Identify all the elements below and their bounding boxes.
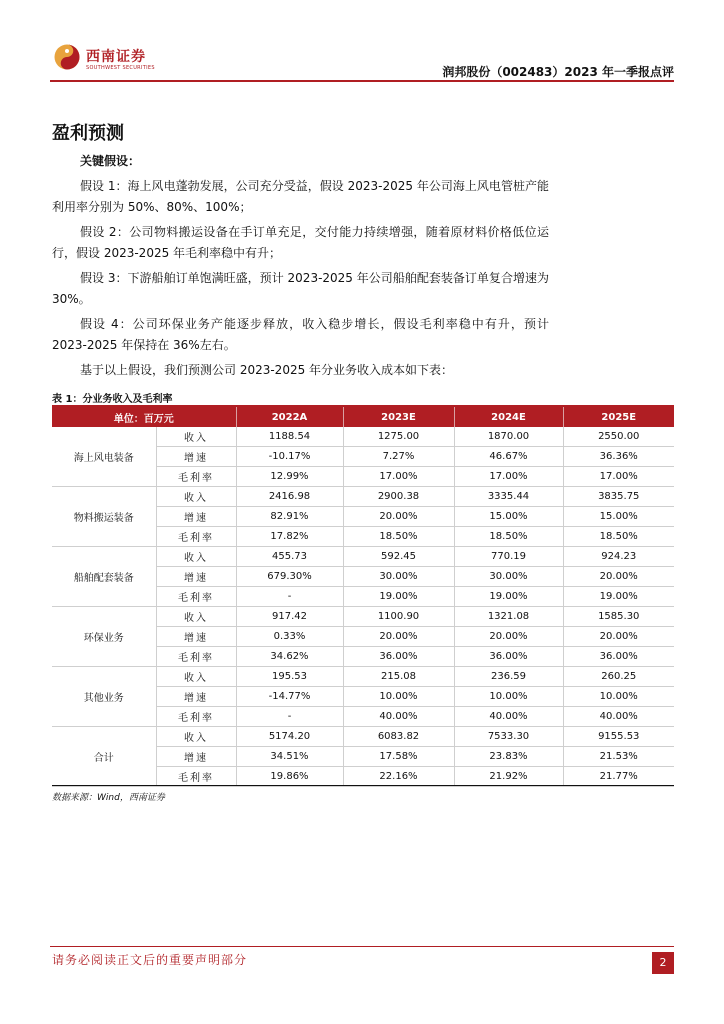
value-cell: 21.77% <box>563 767 674 787</box>
value-cell: 17.00% <box>454 467 563 487</box>
value-cell: 17.00% <box>343 467 454 487</box>
year-header: 2023E <box>343 407 454 427</box>
value-cell: 20.00% <box>563 567 674 587</box>
value-cell: 40.00% <box>454 707 563 727</box>
segment-name: 海上风电装备 <box>52 427 156 487</box>
value-cell: 30.00% <box>343 567 454 587</box>
value-cell: 36.36% <box>563 447 674 467</box>
value-cell: 10.00% <box>563 687 674 707</box>
metric-label: 收入 <box>156 487 236 507</box>
value-cell: 18.50% <box>563 527 674 547</box>
value-cell: 36.00% <box>343 647 454 667</box>
metric-label: 毛利率 <box>156 527 236 547</box>
footer-disclaimer: 请务必阅读正文后的重要声明部分 <box>52 953 248 967</box>
value-cell: 36.00% <box>563 647 674 667</box>
value-cell: 1321.08 <box>454 607 563 627</box>
value-cell: 260.25 <box>563 667 674 687</box>
page-number: 2 <box>652 952 674 974</box>
value-cell: 924.23 <box>563 547 674 567</box>
value-cell: 19.00% <box>343 587 454 607</box>
metric-label: 增速 <box>156 507 236 527</box>
value-cell: 15.00% <box>563 507 674 527</box>
year-header: 2022A <box>236 407 343 427</box>
value-cell: 455.73 <box>236 547 343 567</box>
value-cell: 30.00% <box>454 567 563 587</box>
metric-label: 增速 <box>156 447 236 467</box>
value-cell: 20.00% <box>343 627 454 647</box>
header-divider <box>50 80 674 82</box>
unit-header: 单位：百万元 <box>52 407 236 427</box>
segment-name: 船舶配套装备 <box>52 547 156 607</box>
table-row <box>52 547 674 567</box>
value-cell: 6083.82 <box>343 727 454 747</box>
value-cell: 236.59 <box>454 667 563 687</box>
logo-subtext: SOUTHWEST SECURITIES <box>86 65 155 71</box>
value-cell: -14.77% <box>236 687 343 707</box>
source-note: 数据来源：Wind，西南证券 <box>52 793 165 803</box>
metric-label: 收入 <box>156 427 236 447</box>
segment-name: 合计 <box>52 727 156 787</box>
table-body <box>52 427 674 787</box>
value-cell: 0.33% <box>236 627 343 647</box>
logo-text: 西南证券 <box>86 49 146 65</box>
paragraph: 基于以上假设，我们预测公司 2023-2025 年分业务收入成本如下表： <box>80 363 454 377</box>
paragraph: 假设 2：公司物料搬运设备在手订单充足，交付能力持续增强，随着原材料价格低位运行，假设 2023-2025 年毛利率稳中有升； <box>52 225 549 260</box>
revenue-table <box>52 407 674 787</box>
value-cell: 10.00% <box>454 687 563 707</box>
value-cell: 36.00% <box>454 647 563 667</box>
year-header: 2025E <box>563 407 674 427</box>
table-bottom-divider <box>52 785 674 786</box>
value-cell: 3835.75 <box>563 487 674 507</box>
value-cell: -10.17% <box>236 447 343 467</box>
value-cell: 21.92% <box>454 767 563 787</box>
table-header-row <box>52 407 674 427</box>
value-cell: 19.00% <box>454 587 563 607</box>
report-header-title: 润邦股份（002483）2023 年一季报点评 <box>442 65 674 79</box>
value-cell: 9155.53 <box>563 727 674 747</box>
value-cell: 22.16% <box>343 767 454 787</box>
section-title: 盈利预测 <box>52 123 124 144</box>
value-cell: 1585.30 <box>563 607 674 627</box>
value-cell: 23.83% <box>454 747 563 767</box>
value-cell: - <box>236 707 343 727</box>
paragraph: 假设 1：海上风电蓬勃发展，公司充分受益，假设 2023-2025 年公司海上风电管桩产能利用率分别为 50%、80%、100%； <box>52 179 549 214</box>
value-cell: 1100.90 <box>343 607 454 627</box>
metric-label: 增速 <box>156 747 236 767</box>
value-cell: 82.91% <box>236 507 343 527</box>
value-cell: 2416.98 <box>236 487 343 507</box>
value-cell: 2550.00 <box>563 427 674 447</box>
value-cell: 10.00% <box>343 687 454 707</box>
table-row <box>52 487 674 507</box>
value-cell: 5174.20 <box>236 727 343 747</box>
value-cell: 20.00% <box>563 627 674 647</box>
segment-name: 环保业务 <box>52 607 156 667</box>
metric-label: 增速 <box>156 687 236 707</box>
value-cell: 18.50% <box>343 527 454 547</box>
metric-label: 增速 <box>156 567 236 587</box>
metric-label: 毛利率 <box>156 587 236 607</box>
table-caption: 表 1：分业务收入及毛利率 <box>52 394 173 405</box>
value-cell: 34.62% <box>236 647 343 667</box>
value-cell: 40.00% <box>563 707 674 727</box>
year-header: 2024E <box>454 407 563 427</box>
value-cell: 215.08 <box>343 667 454 687</box>
value-cell: 1275.00 <box>343 427 454 447</box>
paragraph: 假设 3：下游船舶订单饱满旺盛，预计 2023-2025 年公司船舶配套装备订单复合增速为 30%。 <box>52 271 549 306</box>
metric-label: 收入 <box>156 667 236 687</box>
value-cell: 40.00% <box>343 707 454 727</box>
value-cell: 3335.44 <box>454 487 563 507</box>
value-cell: 592.45 <box>343 547 454 567</box>
metric-label: 收入 <box>156 727 236 747</box>
metric-label: 毛利率 <box>156 467 236 487</box>
value-cell: 679.30% <box>236 567 343 587</box>
segment-name: 其他业务 <box>52 667 156 727</box>
value-cell: 15.00% <box>454 507 563 527</box>
value-cell: - <box>236 587 343 607</box>
table-row <box>52 727 674 747</box>
segment-name: 物料搬运装备 <box>52 487 156 547</box>
table-row <box>52 667 674 687</box>
value-cell: 17.58% <box>343 747 454 767</box>
value-cell: 7533.30 <box>454 727 563 747</box>
value-cell: 7.27% <box>343 447 454 467</box>
logo-emblem <box>54 44 80 70</box>
table-row <box>52 427 674 447</box>
value-cell: 17.00% <box>563 467 674 487</box>
key-assumptions-title: 关键假设： <box>80 154 141 168</box>
metric-label: 毛利率 <box>156 767 236 787</box>
value-cell: 1870.00 <box>454 427 563 447</box>
value-cell: 770.19 <box>454 547 563 567</box>
value-cell: 195.53 <box>236 667 343 687</box>
table-row <box>52 607 674 627</box>
value-cell: 34.51% <box>236 747 343 767</box>
value-cell: 20.00% <box>454 627 563 647</box>
value-cell: 2900.38 <box>343 487 454 507</box>
value-cell: 19.00% <box>563 587 674 607</box>
footer-divider <box>50 946 674 947</box>
value-cell: 19.86% <box>236 767 343 787</box>
metric-label: 收入 <box>156 607 236 627</box>
metric-label: 毛利率 <box>156 647 236 667</box>
value-cell: 17.82% <box>236 527 343 547</box>
value-cell: 12.99% <box>236 467 343 487</box>
value-cell: 21.53% <box>563 747 674 767</box>
metric-label: 毛利率 <box>156 707 236 727</box>
value-cell: 46.67% <box>454 447 563 467</box>
value-cell: 917.42 <box>236 607 343 627</box>
paragraph: 假设 4：公司环保业务产能逐步释放，收入稳步增长，假设毛利率稳中有升，预计 2023-2025 年保持在 36%左右。 <box>52 317 549 352</box>
metric-label: 收入 <box>156 547 236 567</box>
value-cell: 1188.54 <box>236 427 343 447</box>
value-cell: 20.00% <box>343 507 454 527</box>
value-cell: 18.50% <box>454 527 563 547</box>
metric-label: 增速 <box>156 627 236 647</box>
